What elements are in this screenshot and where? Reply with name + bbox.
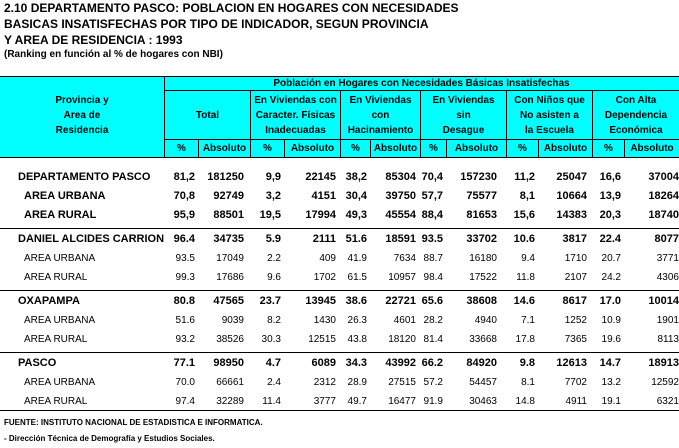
header-hacin-1: En Viviendas [349,95,412,106]
table-row [0,230,679,249]
table-cell: 33668 [469,334,497,345]
table-cell: 10664 [556,190,587,202]
header-abs: Absoluto [290,143,335,154]
table-row [0,292,679,311]
table-row [0,392,679,411]
table-cell: 10957 [388,272,416,283]
table-cell: 28.2 [423,315,443,326]
table-header [0,76,679,158]
table-cell: 75577 [466,190,497,202]
header-ninos-3: la Escuela [525,125,574,136]
title-line-1: 2.10 DEPARTAMENTO PASCO: POBLACION EN HOGARES CON NECESIDADES [4,1,459,15]
header-viv-inad-1: En Viviendas con [254,95,337,106]
table-cell: 409 [319,253,336,264]
title-line-3: Y AREA DE RESIDENCIA : 1993 [4,33,183,47]
table-cell: 88.7 [423,253,443,264]
table-cell: 30463 [469,396,497,407]
header-hacin-3: Hacinamiento [347,125,414,136]
group-divider [0,228,679,229]
table-cell: 11.8 [516,272,535,283]
header-hacin-2: con [371,110,390,121]
table-row [0,330,679,349]
table-cell: 43.8 [347,334,367,345]
table-row [0,249,679,268]
table-cell: 93.5 [421,233,443,245]
table-cell: 6089 [311,357,336,369]
table-cell: 7702 [564,377,587,388]
header-abs: Absoluto [630,143,674,154]
table-cell: 93.5 [175,253,195,264]
table-cell: 34735 [213,233,244,245]
table-cell: 43992 [385,357,416,369]
table-cell: 3817 [562,233,587,245]
table-cell: 10.9 [601,315,621,326]
table-cell: 70,4 [421,171,443,183]
table-cell: 10.6 [513,233,535,245]
table-cell: 17686 [216,272,244,283]
table-cell: 81653 [466,209,497,221]
table-cell: 15,6 [513,209,535,221]
header-pct: % [263,143,272,154]
table-cell: 1702 [313,272,336,283]
table-cell: 54457 [469,377,497,388]
header-provincia-3: Residencia [55,125,109,136]
table-cell: 27515 [388,377,416,388]
table-cell: 28.9 [347,377,367,388]
table-cell: 2.2 [267,253,281,264]
table-cell: 81,2 [173,171,195,183]
table-cell: 9.8 [519,357,535,369]
table-cell: 17522 [469,272,497,283]
table-row [0,168,679,187]
table-cell: 33702 [466,233,497,245]
table-cell: 17049 [216,253,244,264]
table-cell: 17994 [305,209,336,221]
table-cell: 70.0 [175,377,195,388]
table-cell: 93.2 [175,334,195,345]
header-abs: Absoluto [543,143,588,154]
table-cell: 4940 [474,315,497,326]
row-label: AREA RURAL [24,209,97,221]
row-label: AREA URBANA [24,377,96,388]
table-cell: 8617 [562,295,587,307]
row-label: DANIEL ALCIDES CARRION [18,233,165,245]
table-cell: 22.4 [599,233,621,245]
footer-dept: - Dirección Técnica de Demografía y Estudios Sociales. [4,434,215,443]
header-dep-2: Dependencia [604,110,668,121]
table-cell: 85304 [385,171,416,183]
row-label: PASCO [18,357,57,369]
header-total: Total [195,110,220,121]
table-cell: 14.6 [513,295,535,307]
row-label: AREA URBANA [24,190,106,202]
table-cell: 8077 [654,233,679,245]
table-cell: 12515 [308,334,336,345]
table-cell: 20,3 [599,209,621,221]
table-cell: 9,9 [265,171,281,183]
table-cell: 96.4 [173,233,195,245]
footer-source: FUENTE: INSTITUTO NACIONAL DE ESTADISTICA E INFORMATICA. [4,418,263,427]
header-dep-1: Con Alta [615,95,657,106]
table-cell: 8.2 [267,315,281,326]
table-cell: 17.8 [515,334,535,345]
table-cell: 10014 [648,295,679,307]
report-title [4,0,674,62]
table-cell: 11,2 [514,171,535,183]
table-cell: 88,4 [421,209,443,221]
table-cell: 7.1 [521,315,535,326]
table-cell: 16,6 [599,171,621,183]
table-cell: 19.6 [601,334,621,345]
header-pct: % [429,143,438,154]
table-cell: 47565 [213,295,244,307]
table-cell: 23.7 [259,295,281,307]
table-cell: 1430 [313,315,336,326]
table-cell: 30,4 [345,190,367,202]
table-cell: 8.1 [521,377,535,388]
table-cell: 17.0 [599,295,621,307]
table-cell: 13.2 [601,377,621,388]
table-cell: 13,9 [599,190,621,202]
table-cell: 3,2 [265,190,281,202]
table-cell: 19.1 [601,396,621,407]
table-cell: 7365 [564,334,587,345]
header-desague-3: Desague [442,125,485,136]
table-cell: 14383 [556,209,587,221]
table-cell: 18913 [648,357,679,369]
table-cell: 9.4 [521,253,535,264]
table-cell: 98950 [213,357,244,369]
table-cell: 39750 [385,190,416,202]
table-cell: 70,8 [173,190,195,202]
table-cell: 7634 [393,253,416,264]
table-cell: 81.4 [423,334,443,345]
table-cell: 95,9 [173,209,195,221]
table-cell: 80.8 [173,295,195,307]
table-cell: 41.9 [347,253,367,264]
row-label: AREA URBANA [24,253,96,264]
header-pct: % [518,143,527,154]
header-ninos-2: No asisten a [520,110,579,121]
row-label: AREA RURAL [24,272,88,283]
header-pct: % [177,143,186,154]
table-cell: 13945 [305,295,336,307]
header-ninos-1: Con Niños que [514,95,585,106]
table-cell: 38526 [216,334,244,345]
table-cell: 99.3 [175,272,195,283]
table-cell: 66.2 [421,357,443,369]
table-cell: 1710 [564,253,587,264]
table-cell: 9039 [221,315,244,326]
header-pct: % [351,143,360,154]
table-row [0,373,679,392]
table-cell: 4911 [565,396,587,407]
table-cell: 1901 [656,315,679,326]
table-cell: 3777 [313,396,336,407]
table-cell: 84920 [466,357,497,369]
row-label: AREA URBANA [24,315,96,326]
table-cell: 51.6 [345,233,367,245]
header-abs: Absoluto [454,143,499,154]
table-cell: 6321 [656,396,679,407]
header-dep-3: Económica [609,125,663,136]
table-row [0,268,679,287]
table-cell: 3771 [656,253,679,264]
row-label: AREA RURAL [24,334,88,345]
table-cell: 4601 [393,315,416,326]
table-cell: 4306 [656,272,679,283]
table-cell: 18120 [388,334,416,345]
table-cell: 57,7 [421,190,443,202]
table-row [0,311,679,330]
table-cell: 181250 [207,171,244,183]
header-super: Población en Hogares con Necesidades Básicas Insatisfechas [273,78,570,89]
row-label: OXAPAMPA [18,295,80,307]
table-row [0,206,679,225]
table-cell: 51.6 [175,315,195,326]
table-cell: 4151 [311,190,336,202]
table-cell: 34.3 [345,357,367,369]
table-cell: 30.3 [261,334,281,345]
table-cell: 91.9 [423,396,443,407]
table-cell: 18740 [648,209,679,221]
header-abs: Absoluto [373,143,418,154]
table-cell: 11.4 [262,396,281,407]
table-cell: 157230 [460,171,497,183]
row-label: AREA RURAL [24,396,88,407]
table-cell: 57.2 [423,377,443,388]
table-cell: 16477 [388,396,416,407]
table-cell: 66661 [216,377,244,388]
table-cell: 49.7 [347,396,367,407]
table-cell: 65.6 [421,295,443,307]
table-bottom-rule [0,410,679,411]
table-cell: 12592 [651,377,679,388]
table-cell: 45554 [385,209,416,221]
header-pct: % [604,143,613,154]
table-cell: 9.6 [267,272,281,283]
table-cell: 16180 [469,253,497,264]
table-cell: 97.4 [175,396,195,407]
table-cell: 37004 [648,171,679,183]
table-cell: 22145 [305,171,336,183]
table-cell: 38608 [466,295,497,307]
row-label: DEPARTAMENTO PASCO [18,171,151,183]
table-cell: 92749 [213,190,244,202]
header-viv-inad-3: Inadecuadas [265,125,326,136]
header-sub-rule [164,139,679,140]
table-cell: 26.3 [347,315,367,326]
table-cell: 8113 [657,334,679,345]
header-desague-2: sin [456,110,471,121]
table-cell: 24.2 [601,272,621,283]
table-cell: 12613 [556,357,587,369]
table-cell: 14.7 [599,357,621,369]
table-cell: 49,3 [345,209,367,221]
table-cell: 98.4 [423,272,443,283]
table-cell: 1252 [564,315,587,326]
header-provincia-1: Provincia y [55,95,109,106]
table-cell: 61.5 [347,272,367,283]
title-line-2: BASICAS INSATISFECHAS POR TIPO DE INDICADOR, SEGUN PROVINCIA [4,17,429,31]
table-cell: 19,5 [259,209,281,221]
table-cell: 18264 [648,190,679,202]
table-cell: 8,1 [519,190,535,202]
table-row [0,354,679,373]
header-abs: Absoluto [202,143,247,154]
table-cell: 77.1 [173,357,195,369]
table-cell: 22721 [385,295,416,307]
table-cell: 2111 [312,233,336,245]
title-subtitle: (Ranking en función al % de hogares con NBI) [4,49,223,60]
table-cell: 5.9 [265,233,281,245]
header-desague-1: En Viviendas [432,95,495,106]
header-viv-inad-2: Caracter. Físicas [255,110,336,121]
table-cell: 4.7 [265,357,281,369]
table-cell: 88501 [213,209,244,221]
table-cell: 2312 [313,377,336,388]
table-cell: 18591 [385,233,416,245]
table-cell: 14.8 [515,396,535,407]
table-cell: 20.7 [601,253,621,264]
table-cell: 38,2 [345,171,367,183]
header-provincia-2: Area de [63,110,101,121]
group-divider [0,290,679,291]
table-cell: 38.6 [345,295,367,307]
table-cell: 2.4 [267,377,281,388]
table-row [0,187,679,206]
table-cell: 25047 [556,171,587,183]
table-cell: 2107 [564,272,587,283]
table-cell: 32289 [216,396,244,407]
group-divider [0,352,679,353]
